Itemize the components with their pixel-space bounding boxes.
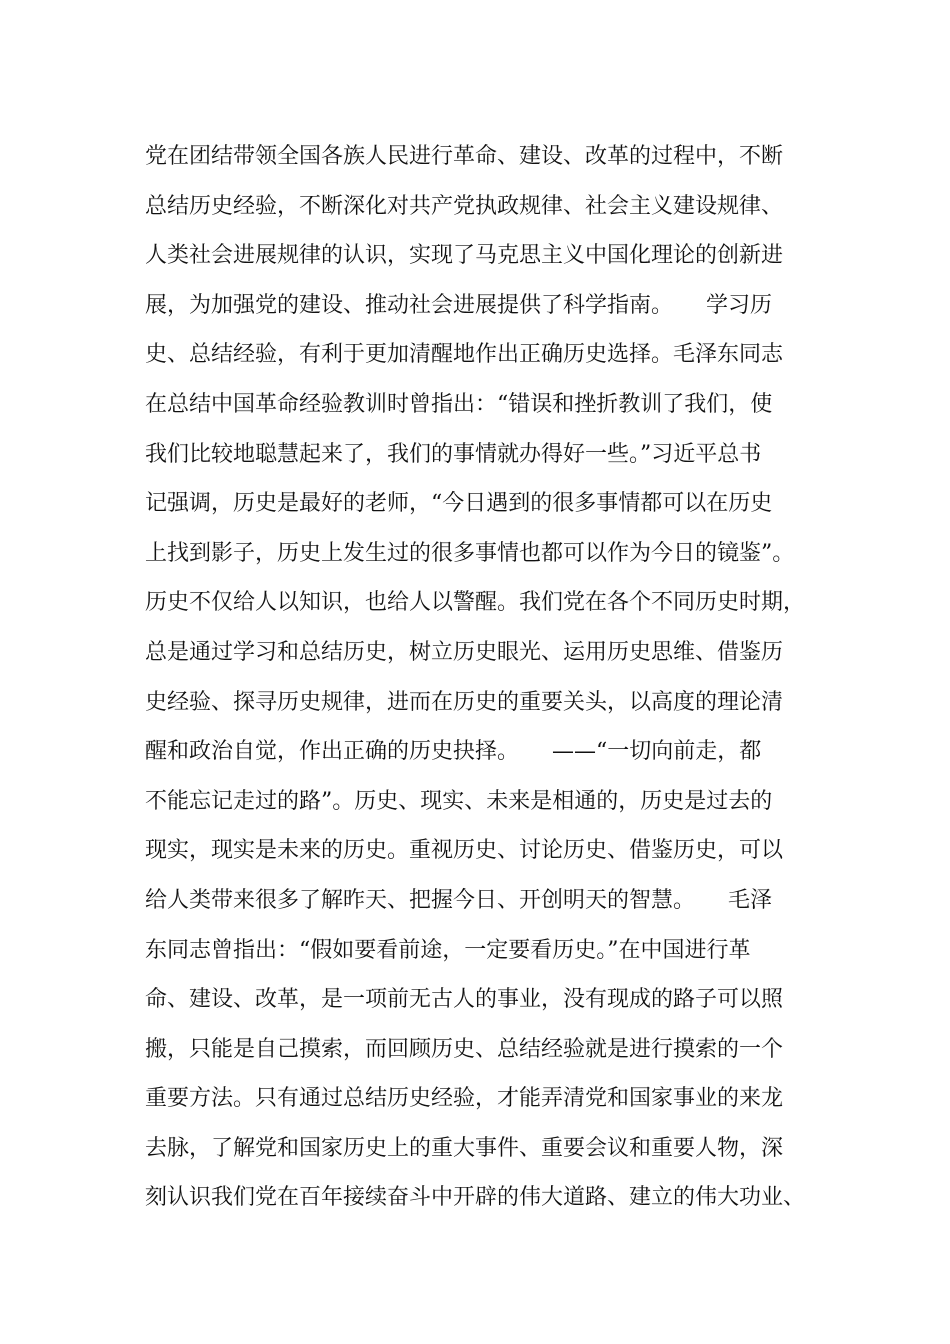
text-line: 史、总结经验，有利于更加清醒地作出正确历史选择。毛泽东同志 — [145, 342, 784, 368]
body-text — [145, 132, 825, 1223]
text-line: 搬，只能是自己摸索，而回顾历史、总结经验就是进行摸索的一个 — [145, 1036, 784, 1062]
text-line: 命、建设、改革，是一项前无古人的事业，没有现成的路子可以照 — [145, 987, 784, 1013]
text-line: 现实，现实是未来的历史。重视历史、讨论历史、借鉴历史，可以 — [145, 838, 784, 864]
text-line: 人类社会进展规律的认识，实现了马克思主义中国化理论的创新进 — [145, 243, 784, 269]
text-line: 刻认识我们党在百年接续奋斗中开辟的伟大道路、建立的伟大功业、 — [145, 1185, 806, 1211]
text-line: 在总结中国革命经验教训时曾指出：“错误和挫折教训了我们，使 — [145, 391, 773, 417]
text-line: 记强调，历史是最好的老师，“今日遇到的很多事情都可以在历史 — [145, 491, 773, 517]
text-line: 不能忘记走过的路”。历史、现实、未来是相通的，历史是过去的 — [145, 788, 773, 814]
text-line: 总是通过学习和总结历史，树立历史眼光、运用历史思维、借鉴历 — [145, 639, 784, 665]
text-line: 历史不仅给人以知识，也给人以警醒。我们党在各个不同历史时期， — [145, 590, 806, 616]
text-line: 重要方法。只有通过总结历史经验，才能弄清党和国家事业的来龙 — [145, 1086, 784, 1112]
text-line: 去脉，了解党和国家历史上的重大事件、重要会议和重要人物，深 — [145, 1135, 784, 1161]
text-line: 总结历史经验，不断深化对共产党执政规律、社会主义建设规律、 — [145, 193, 784, 219]
text-line: 上找到影子，历史上发生过的很多事情也都可以作为今日的镜鉴”。 — [145, 540, 795, 566]
text-line: 给人类带来很多了解昨天、把握今日、开创明天的智慧。 毛泽 — [145, 887, 773, 913]
text-line: 东同志曾指出：“假如要看前途，一定要看历史。”在中国进行革 — [145, 937, 751, 963]
text-line: 我们比较地聪慧起来了，我们的事情就办得好一些。”习近平总书 — [145, 441, 762, 467]
text-line: 展，为加强党的建设、推动社会进展提供了科学指南。 学习历 — [145, 292, 773, 318]
text-line: 党在团结带领全国各族人民进行革命、建设、改革的过程中，不断 — [145, 144, 784, 169]
text-line: 史经验、探寻历史规律，进而在历史的重要关头，以高度的理论清 — [145, 689, 784, 715]
text-line: 醒和政治自觉，作出正确的历史抉择。 ——“一切向前走，都 — [145, 739, 762, 765]
